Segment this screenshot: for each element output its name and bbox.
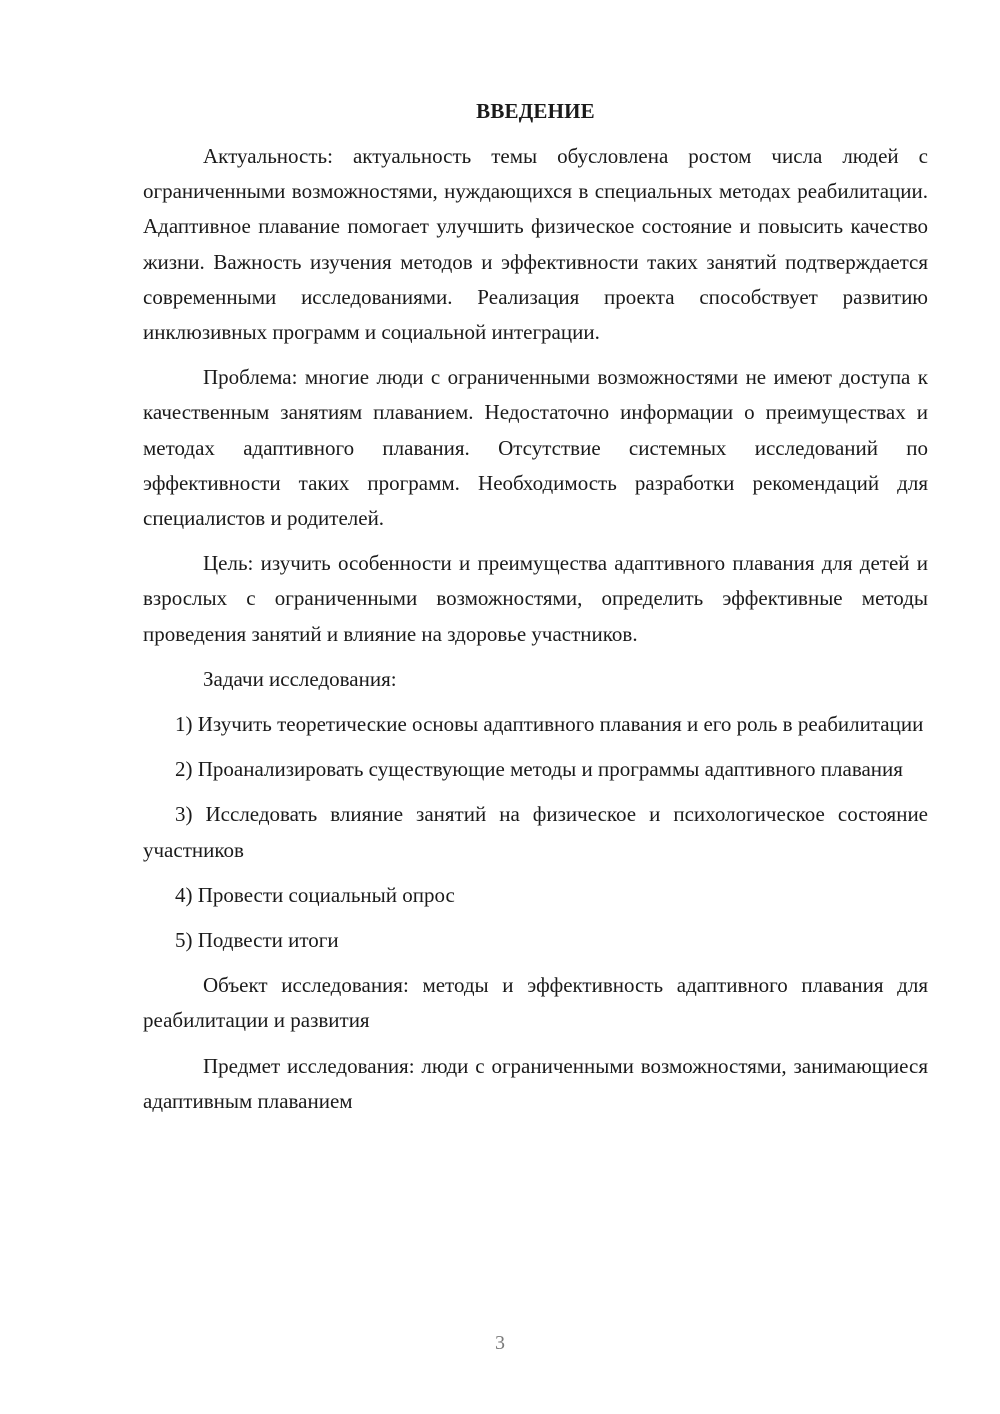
subject-paragraph: Предмет исследования: люди с ограниченными возможностями, занимающиеся адаптивным плаванием — [143, 1053, 928, 1113]
task-item-2: 2) Проанализировать существующие методы и программы адаптивного плавания — [175, 757, 903, 782]
task-item-4: 4) Провести социальный опрос — [175, 882, 455, 907]
page-number: 3 — [495, 1332, 505, 1354]
tasks-heading: Задачи исследования: — [203, 666, 397, 691]
object-paragraph: Объект исследования: методы и эффективность адаптивного плавания для реабилитации и развития — [143, 973, 928, 1033]
document-page — [143, 96, 928, 1119]
relevance-paragraph: Актуальность: актуальность темы обусловлена ростом числа людей с ограниченными возможностями, нуждающихся в специальных методах реабилитации. Адаптивное плавание помогает улучшить физическое состояние и повысить качество жизни. Важность изучения методов и эффективности таких занятий подтверждается современными исследованиями. Реализация проекта способствует развитию инклюзивных программ и социальной интеграции. — [143, 144, 928, 345]
problem-paragraph: Проблема: многие люди с ограниченными возможностями не имеют доступа к качественным занятиям плаванием. Недостаточно информации о преимуществах и методах адаптивного плавания. Отсутствие системных исследований по эффективности таких программ. Необходимость разработки рекомендаций для специалистов и родителей. — [143, 365, 928, 531]
tasks-list — [143, 707, 928, 958]
goal-paragraph: Цель: изучить особенности и преимущества адаптивного плавания для детей и взрослых с ограниченными возможностями, определить эффективные методы проведения занятий и влияние на здоровье участников. — [143, 551, 928, 646]
page-title: ВВЕДЕНИЕ — [476, 99, 595, 123]
task-item-3: 3) Исследовать влияние занятий на физическое и психологическое состояние участников — [143, 802, 928, 862]
task-item-5: 5) Подвести итоги — [175, 928, 339, 953]
task-item-1: 1) Изучить теоретические основы адаптивного плавания и его роль в реабилитации — [175, 712, 924, 737]
